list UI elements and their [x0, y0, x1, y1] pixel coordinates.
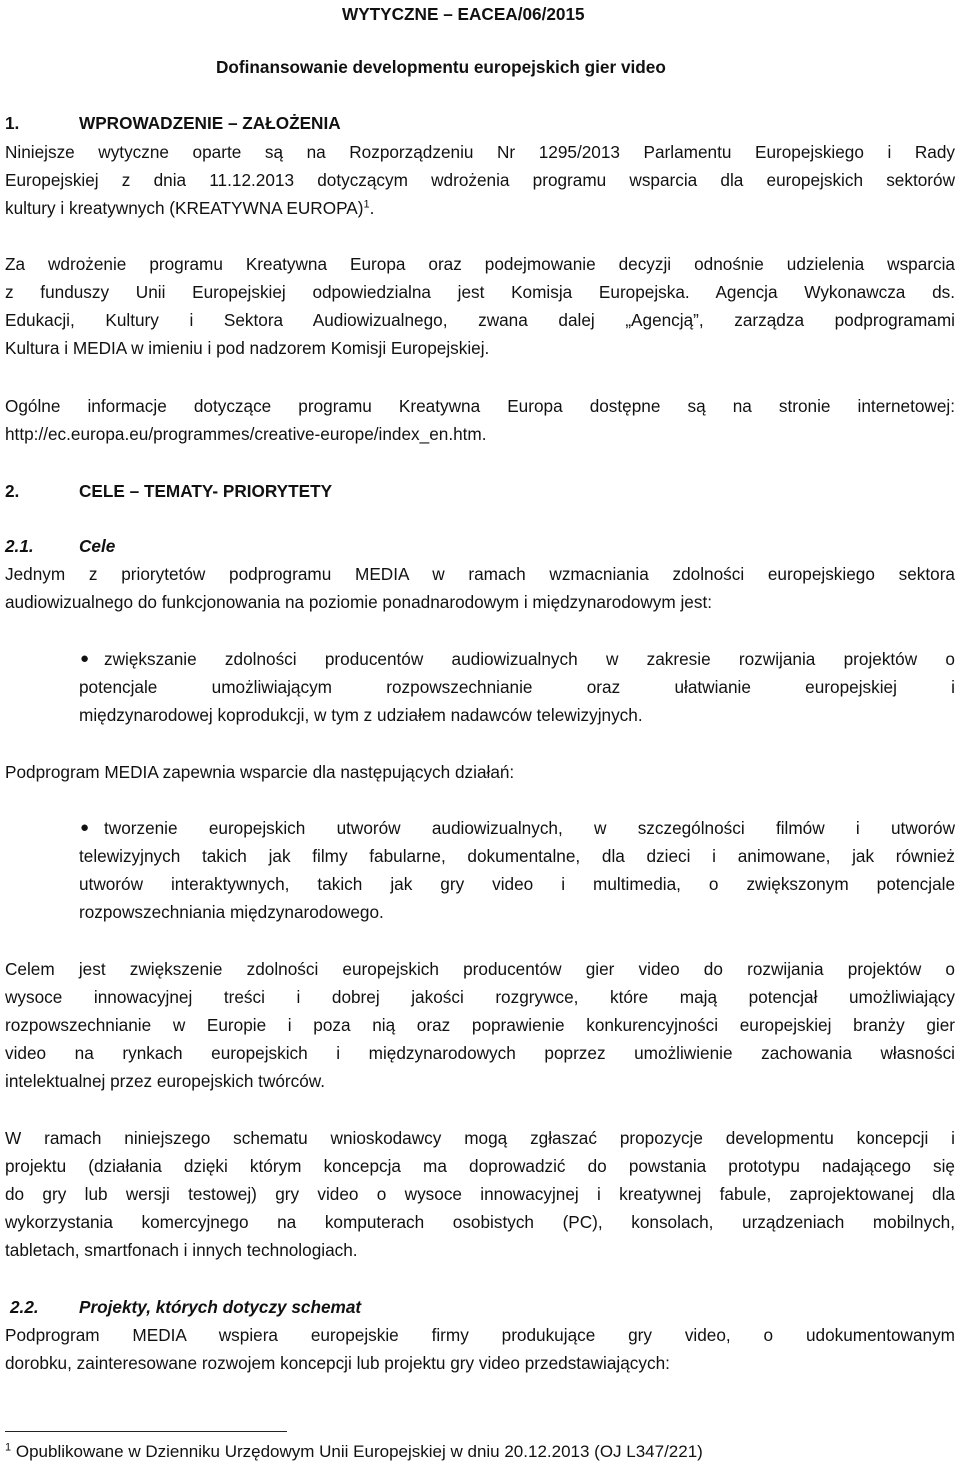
website-link[interactable]: http://ec.europa.eu/programmes/creative-europe/index_en.htm.	[5, 424, 487, 444]
paragraph-line: audiowizualnego do funkcjonowania na poziomie ponadnarodowym i międzynarodowym jest:	[5, 592, 713, 612]
footnote-text: Opublikowane w Dzienniku Urzędowym Unii Europejskiej w dniu 20.12.2013 (OJ L347/221)	[15, 1442, 703, 1461]
section-2-title: CELE – TEMATY- PRIORYTETY	[79, 481, 333, 501]
document-title: Dofinansowanie developmentu europejskich gier video	[216, 57, 666, 77]
paragraph-line: Europejskiej z dnia 11.12.2013 dotyczącym wdrożenia programu wsparcia dla europejskich sektorów	[5, 170, 955, 190]
document-code: WYTYCZNE – EACEA/06/2015	[342, 4, 585, 24]
bullet-line: utworów interaktywnych, takich jak gry video i multimedia, o zwiększonym potencjale	[79, 874, 955, 894]
paragraph-line: Niniejsze wytyczne oparte są na Rozporządzeniu Nr 1295/2013 Parlamentu Europejskiego i Rady	[5, 142, 955, 162]
section-1-title: WPROWADZENIE – ZAŁOŻENIA	[79, 113, 341, 133]
paragraph-line: video na rynkach europejskich i międzynarodowych poprzez umożliwienie zachowania własności	[5, 1043, 955, 1063]
paragraph-line: Ogólne informacje dotyczące programu Kreatywna Europa dostępne są na stronie internetowej:	[5, 396, 955, 416]
paragraph-line: rozpowszechnianie w Europie i poza nią oraz poprawienie konkurencyjności europejskiej branży gier	[5, 1015, 955, 1035]
bullet-line: międzynarodowej koprodukcji, w tym z udziałem nadawców telewizyjnych.	[79, 705, 643, 725]
paragraph-line: projektu (działania dzięki którym koncepcja ma doprowadzić do powstania prototypu nadającego się	[5, 1156, 955, 1176]
paragraph-line: wysoce innowacyjnej treści i dobrej jakości rozgrywce, które mają potencjał umożliwiający	[5, 987, 955, 1007]
paragraph-line: Kultura i MEDIA w imieniu i pod nadzorem Komisji Europejskiej.	[5, 338, 490, 358]
paragraph-line: dorobku, zainteresowane rozwojem koncepcji lub projektu gry video przedstawiających:	[5, 1353, 670, 1373]
bullet-line: tworzenie europejskich utworów audiowizualnych, w szczególności filmów i utworów	[104, 818, 955, 838]
paragraph-line: Edukacji, Kultury i Sektora Audiowizualnego, zwana dalej „Agencją”, zarządza podprogramami	[5, 310, 955, 330]
bullet-line: rozpowszechniania międzynarodowego.	[79, 902, 384, 922]
footnote-reference[interactable]: 1	[363, 198, 370, 211]
bullet-line: telewizyjnych takich jak filmy fabularne, dokumentalne, dla dzieci i animowane, jak również	[79, 846, 955, 866]
subsection-2-2-heading: 2.2. Projekty, których dotyczy schemat	[10, 1297, 362, 1317]
footnote-divider	[5, 1431, 287, 1432]
paragraph-line: kultury i kreatywnych (KREATYWNA EUROPA)$^1$.	[5, 198, 375, 218]
section-1-heading	[5, 109, 955, 137]
footnote	[5, 1440, 703, 1464]
bullet-line: zwiększanie zdolności producentów audiowizualnych w zakresie rozwijania projektów o	[104, 649, 955, 669]
paragraph-line: z funduszy Unii Europejskiej odpowiedzialna jest Komisja Europejska. Agencja Wykonawcza ds.	[5, 282, 955, 302]
bullet-icon: ●	[80, 650, 90, 667]
bullet-line: potencjale umożliwiającym rozpowszechnianie oraz ułatwianie europejskiej i	[79, 677, 955, 697]
subsection-2-1-heading: 2.1. Cele	[5, 536, 116, 556]
paragraph-line: Podprogram MEDIA zapewnia wsparcie dla następujących działań:	[5, 762, 515, 782]
section-1-number: 1.	[5, 113, 20, 133]
paragraph-line: wykorzystania komercyjnego na komputerach osobistych (PC), konsolach, urządzeniach mobilnych,	[5, 1212, 955, 1232]
bullet-icon: ●	[80, 819, 90, 836]
paragraph-line: intelektualnej przez europejskich twórców.	[5, 1071, 326, 1091]
paragraph-line: tabletach, smartfonach i innych technologiach.	[5, 1240, 358, 1260]
section-2-number: 2.	[5, 481, 20, 501]
section-2-heading	[5, 477, 955, 505]
paragraph-line: do gry lub wersji testowej) gry video o wysoce innowacyjnej i kreatywnej fabule, zaprojektowanej dla	[5, 1184, 955, 1204]
paragraph-line: Jednym z priorytetów podprogramu MEDIA w ramach wzmacniania zdolności europejskiego sektora	[5, 564, 955, 584]
paragraph-line: Za wdrożenie programu Kreatywna Europa oraz podejmowanie decyzji odnośnie udzielenia wsparcia	[5, 254, 955, 274]
paragraph-line: W ramach niniejszego schematu wnioskodawcy mogą zgłaszać propozycje developmentu koncepcji i	[5, 1128, 955, 1148]
paragraph-line: Podprogram MEDIA wspiera europejskie firmy produkujące gry video, o udokumentowanym	[5, 1325, 955, 1345]
paragraph-line: Celem jest zwiększenie zdolności europejskich producentów gier video do rozwijania projektów o	[5, 959, 955, 979]
footnote-mark: 1	[5, 1441, 12, 1454]
